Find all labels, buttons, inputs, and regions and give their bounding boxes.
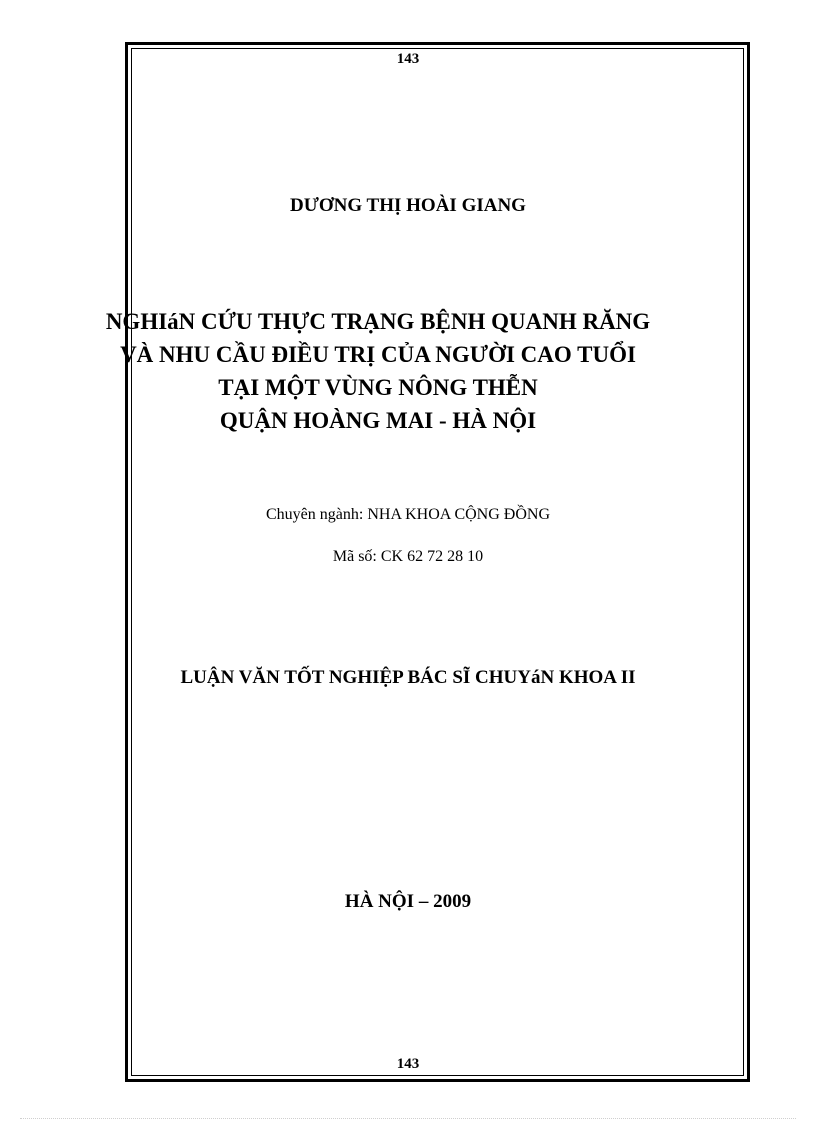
author-name: DƯƠNG THỊ HOÀI GIANG bbox=[290, 195, 526, 216]
code-label: Mã số: bbox=[332, 548, 377, 565]
code-line bbox=[0, 548, 816, 566]
title-line-1: NGHIáN CỨU THỰC TRẠNG BỆNH QUANH RĂNG bbox=[105, 309, 651, 334]
specialty-value: NHA KHOA CỘNG ĐỒNG bbox=[367, 506, 550, 523]
page-number-top: 143 bbox=[396, 51, 420, 67]
place-year: HÀ NỘI – 2009 bbox=[344, 891, 472, 912]
specialty-label: Chuyên ngành: bbox=[266, 506, 364, 523]
code-value: CK 62 72 28 10 bbox=[380, 548, 484, 565]
specialty-line bbox=[0, 506, 816, 524]
page-number-bottom: 143 bbox=[396, 1056, 420, 1072]
title-line-2: VÀ NHU CẦU ĐIỀU TRỊ CỦA NGƯỜI CAO TUỔI bbox=[120, 342, 636, 367]
title-line-4: QUẬN HOÀNG MAI - HÀ NỘI bbox=[219, 408, 537, 433]
thesis-title bbox=[0, 305, 816, 437]
degree-line: LUẬN VĂN TỐT NGHIỆP BÁC SĨ CHUYáN KHOA II bbox=[180, 667, 636, 688]
title-line-3: TẠI MỘT VÙNG NÔNG THỄN bbox=[218, 375, 538, 400]
page-bottom-divider bbox=[20, 1118, 796, 1119]
